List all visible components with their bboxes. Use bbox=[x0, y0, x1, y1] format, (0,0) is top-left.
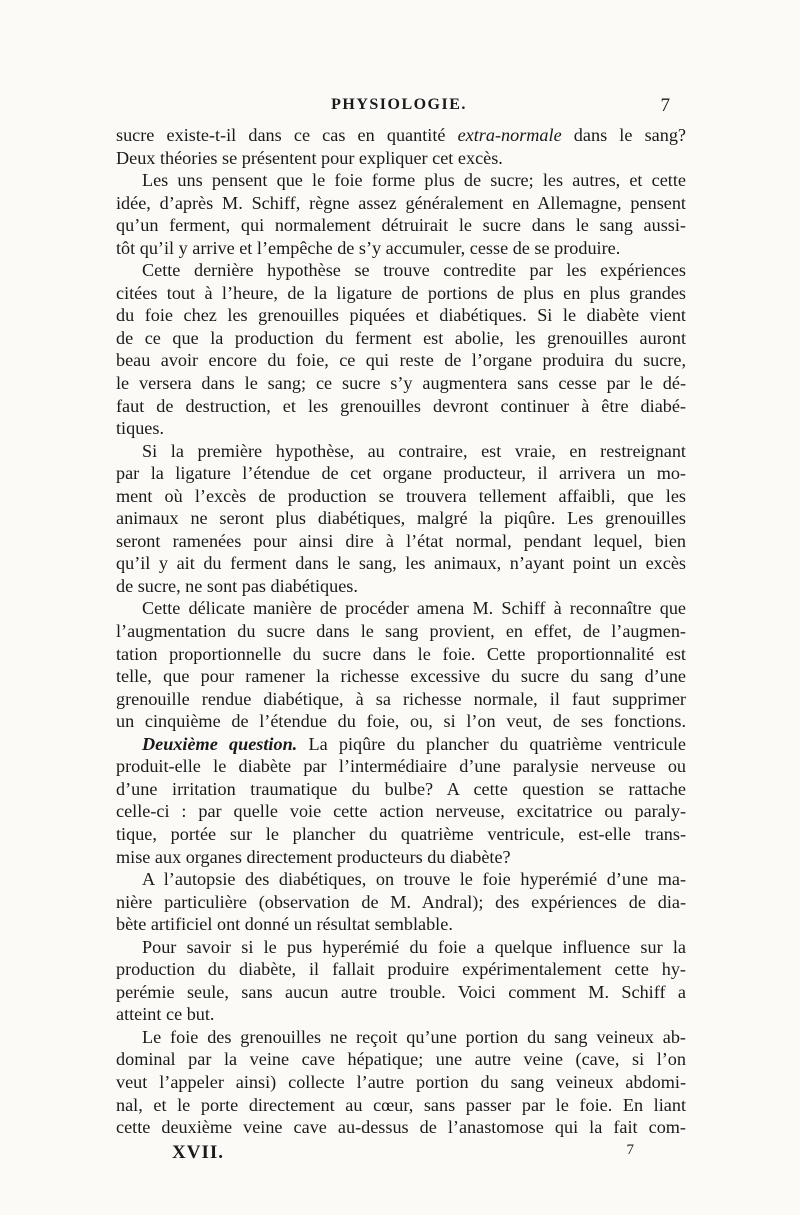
text-line: perémie seule, sans aucun autre trouble. Voici comment M. Schiff a bbox=[116, 981, 686, 1002]
text-line: atteint ce but. bbox=[116, 1004, 215, 1025]
text-line: tiques. bbox=[116, 418, 164, 439]
text-line: nière particulière (observation de M. Andral); des expériences de dia- bbox=[116, 891, 686, 912]
page-header bbox=[118, 96, 680, 120]
text-line: telle, que pour ramener la richesse excessive du sucre du sang d’une bbox=[116, 666, 686, 687]
text-line: qu’un ferment, qui normalement détruirait le sucre dans le sang aussi- bbox=[116, 215, 686, 236]
signature-mark: XVII. bbox=[172, 1142, 224, 1163]
text-line: par la ligature l’étendue de cet organe producteur, il arrivera un mo- bbox=[116, 463, 686, 484]
text-line: seront ramenées pour ainsi dire à l’état normal, pendant lequel, bien bbox=[116, 530, 686, 551]
text-line: cette deuxième veine cave au-dessus de l’anastomose qui la fait com- bbox=[116, 1117, 686, 1138]
text-line: Cette délicate manière de procéder amena M. Schiff à reconnaître que bbox=[142, 598, 686, 619]
text-line: celle-ci : par quelle voie cette action nerveuse, excitatrice ou paraly- bbox=[116, 801, 686, 822]
section-question-label: Deuxième question. bbox=[142, 733, 298, 754]
text-line: beau avoir encore du foie, ce qui reste de l’organe produira du sucre, bbox=[116, 350, 686, 371]
emphasis: extra-normale bbox=[457, 125, 562, 145]
text-line: animaux ne seront plus diabétiques, malgré la piqûre. Les grenouilles bbox=[116, 508, 686, 529]
text-line: dominal par la veine cave hépatique; une autre veine (cave, si l’on bbox=[116, 1049, 686, 1070]
text-line: d’une irritation traumatique du bulbe? A cette question se rattache bbox=[116, 778, 686, 799]
text-line: un cinquième de l’étendue du foie, ou, si l’on veut, de ses fonctions. bbox=[116, 711, 686, 732]
text-line: veut l’appeler ainsi) collecte l’autre portion du sang veineux abdomi- bbox=[116, 1071, 686, 1092]
text-line: citées tout à l’heure, de la ligature de portions de plus en plus grandes bbox=[116, 282, 686, 303]
footer-page-number: 7 bbox=[626, 1142, 634, 1158]
text-line: tôt qu’il y arrive et l’empêche de s’y accumuler, cesse de se produire. bbox=[116, 237, 621, 258]
text-line: production du diabète, il fallait produire expérimentalement cette hy- bbox=[116, 959, 686, 980]
page-footer bbox=[172, 1142, 634, 1168]
running-title: PHYSIOLOGIE. bbox=[331, 96, 467, 113]
text-line: tation proportionnelle du sucre dans le foie. Cette proportionnalité est bbox=[116, 643, 686, 664]
text-line: qu’il y ait du ferment dans le sang, les animaux, n’ayant point un excès bbox=[116, 553, 686, 574]
text-line: sucre existe-t-il dans ce cas en quantité extra-normale dans le sang? bbox=[116, 125, 686, 145]
text-line: grenouille rendue diabétique, à sa richesse normale, il faut supprimer bbox=[116, 688, 686, 709]
text-line: mise aux organes directement producteurs du diabète? bbox=[116, 846, 511, 867]
text-line: bète artificiel ont donné un résultat semblable. bbox=[116, 914, 453, 935]
text-line: de sucre, ne sont pas diabétiques. bbox=[116, 575, 358, 596]
text-line: A l’autopsie des diabétiques, on trouve le foie hyperémié d’une ma- bbox=[142, 869, 686, 890]
text-line: l’augmentation du sucre dans le sang provient, en effet, de l’augmen- bbox=[116, 621, 686, 642]
body-text bbox=[116, 124, 686, 1139]
text-line: de ce que la production du ferment est abolie, les grenouilles auront bbox=[116, 327, 686, 348]
text-line: le versera dans le sang; ce sucre s’y augmentera sans cesse par le dé- bbox=[116, 373, 686, 394]
text-line: nal, et le porte directement au cœur, sans passer par le foie. En liant bbox=[116, 1094, 686, 1115]
text-line: Le foie des grenouilles ne reçoit qu’une portion du sang veineux ab- bbox=[142, 1026, 686, 1047]
text-line: produit-elle le diabète par l’intermédiaire d’une paralysie nerveuse ou bbox=[116, 756, 686, 777]
text-line: faut de destruction, et les grenouilles devront continuer à être diabé- bbox=[116, 395, 686, 416]
text-line: Cette dernière hypothèse se trouve contredite par les expériences bbox=[142, 260, 686, 281]
text-line: tique, portée sur le plancher du quatrième ventricule, est-elle trans- bbox=[116, 823, 686, 844]
text-line: Deuxième question. La piqûre du plancher du quatrième ventricule bbox=[142, 733, 687, 754]
text-line: du foie chez les grenouilles piquées et diabétiques. Si le diabète vient bbox=[116, 305, 686, 326]
text-line: idée, d’après M. Schiff, règne assez généralement en Allemagne, pensent bbox=[116, 192, 686, 213]
page-number: 7 bbox=[660, 95, 670, 116]
text-line: Les uns pensent que le foie forme plus de sucre; les autres, et cette bbox=[142, 170, 686, 191]
text-line: ment où l’excès de production se trouvera tellement affaibli, que les bbox=[116, 485, 686, 506]
text-line: Deux théories se présentent pour expliquer cet excès. bbox=[116, 147, 503, 168]
text-line: Si la première hypothèse, au contraire, est vraie, en restreignant bbox=[142, 440, 686, 461]
text-line: Pour savoir si le pus hyperémié du foie a quelque influence sur la bbox=[142, 936, 686, 957]
